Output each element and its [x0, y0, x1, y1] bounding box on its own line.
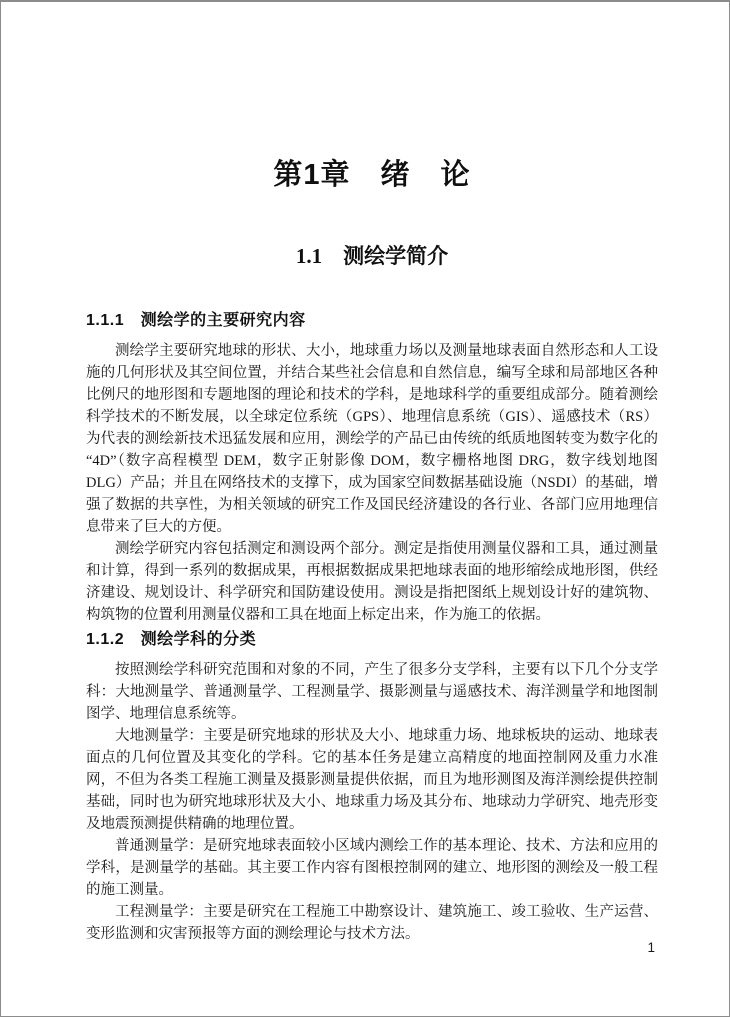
subsection-heading-1-1-1: 1.1.1 测绘学的主要研究内容	[86, 312, 306, 329]
paragraph-engineering-surveying: 工程测量学：主要是研究在工程施工中勘察设计、建筑施工、竣工验收、生产运营、变形监测和灾害预报等方面的测绘理论与技术方法。	[86, 904, 658, 942]
paragraph-research-content-2: 测绘学研究内容包括测定和测设两个部分。测定是指使用测量仪器和工具，通过测量和计算，得到一系列的数据成果，再根据数据成果把地球表面的地形缩绘成地形图，供经济建设、规划设计、科学研究和国防建设使用。测设是指把图纸上规划设计好的建筑物、构筑物的位置利用测量仪器和工具在地面上标定出来，作为施工的依据。	[86, 541, 658, 623]
subsection-heading-1-1-2: 1.1.2 测绘学科的分类	[86, 631, 257, 648]
page-number: 1	[647, 940, 655, 955]
paragraph-plane-surveying: 普通测量学：是研究地球表面较小区域内测绘工作的基本理论、技术、方法和应用的学科，是测量学的基础。其主要工作内容有图根控制网的建立、地形图的测绘及一般工程的施工测量。	[86, 838, 658, 898]
paragraph-research-content-1: 测绘学主要研究地球的形状、大小，地球重力场以及测量地球表面自然形态和人工设施的几何形状及其空间位置，并结合某些社会信息和自然信息，编写全球和局部地区各种比例尺的地形图和专题地图的理论和技术的学科，是地球科学的重要组成部分。随着测绘科学技术的不断发展，以全球定位系统（GPS）、地理信息系统（GIS）、遥感技术（RS）为代表的测绘新技术迅猛发展和应用，测绘学的产品已由传统的纸质地图转变为数字化的“4D”（数字高程模型 DEM，数字正射影像 DOM，数字栅格地图 DRG，数字线划地图 DLG）产品；并且在网络技术的支撑下，成为国家空间数据基础设施（NSDI）的基础，增强了数据的共享性，为相关领域的研究工作及国民经济建设的各行业、各部门应用地理信息带来了巨大的方便。	[86, 343, 658, 535]
text-column	[86, 2, 658, 945]
paragraph-geodesy: 大地测量学：主要是研究地球的形状及大小、地球重力场、地球板块的运动、地球表面点的几何位置及其变化的学科。它的基本任务是建立高精度的地面控制网及重力水准网，不但为各类工程施工测量及摄影测量提供依据，而且为地形测图及海洋测绘提供控制基础，同时也为研究地球形状及大小、地球重力场及其分布、地球动力学研究、地壳形变及地震预测提供精确的地理位置。	[86, 728, 658, 832]
paragraph-classification-overview: 按照测绘学科研究范围和对象的不同，产生了很多分支学科，主要有以下几个分支学科：大地测量学、普通测量学、工程测量学、摄影测量与遥感技术、海洋测量学和地图制图学、地理信息系统等。	[86, 662, 658, 722]
chapter-title: 第1章 绪 论	[273, 159, 471, 191]
section-title: 1.1 测绘学简介	[295, 244, 449, 268]
